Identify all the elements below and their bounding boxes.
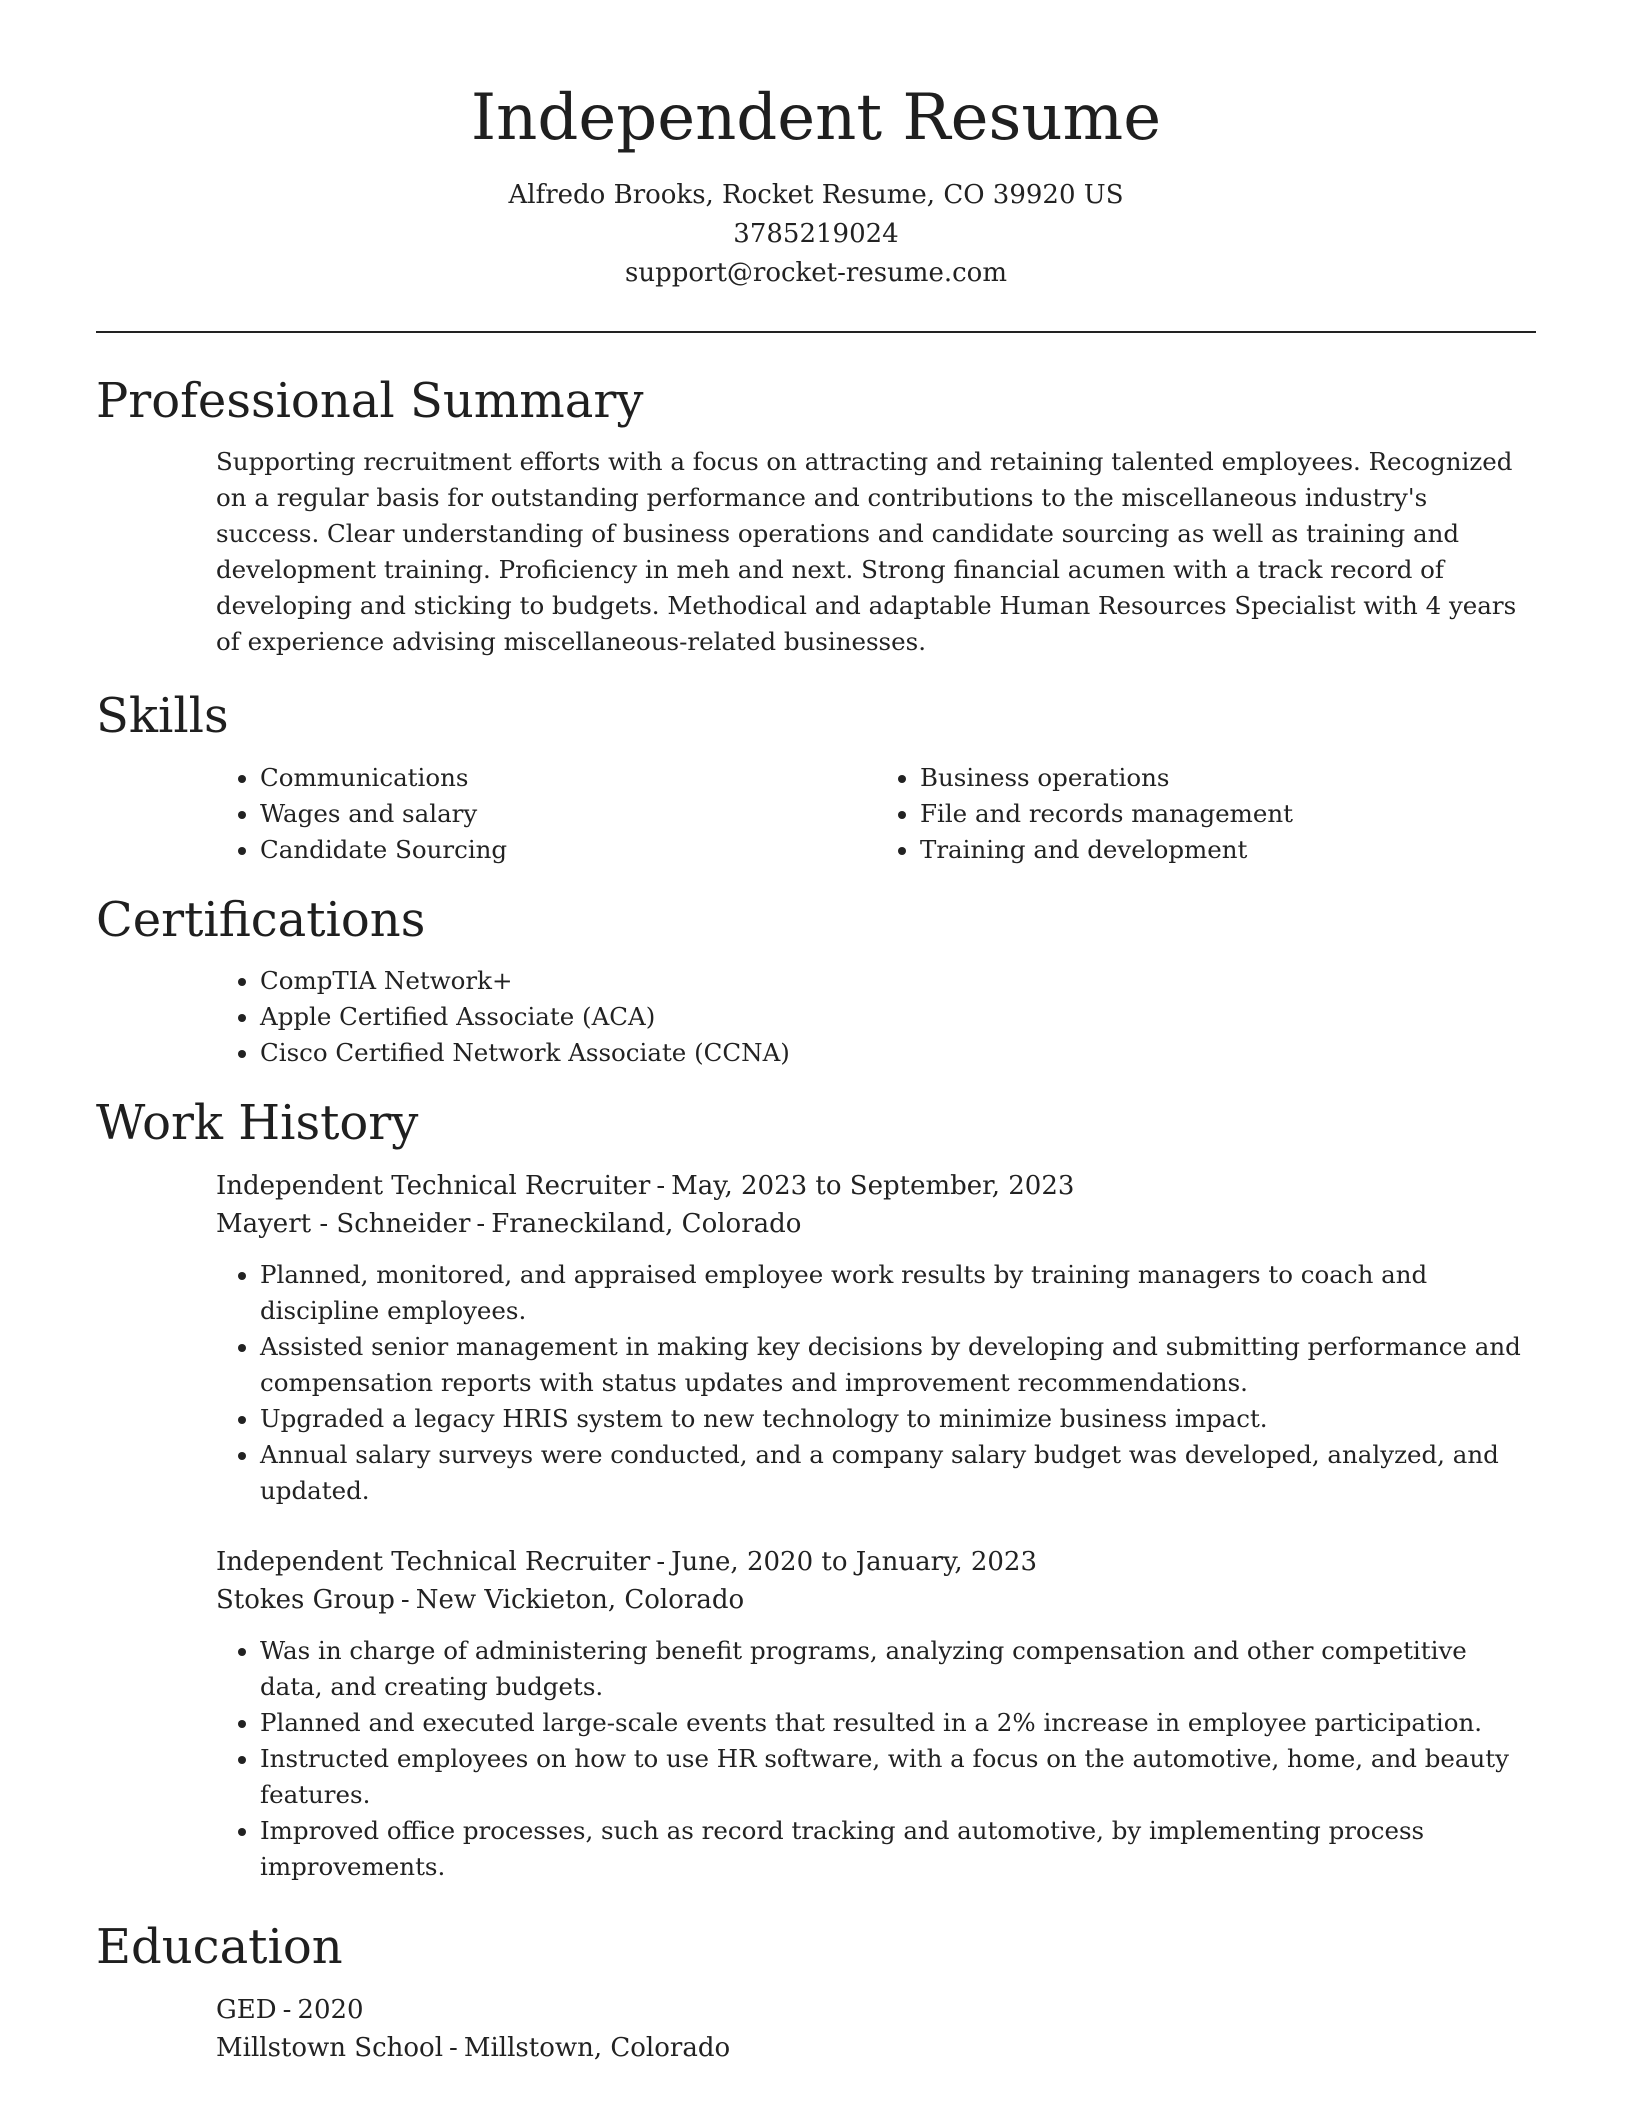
dash-separator: -: [400, 1584, 410, 1615]
skill-item: • Wages and salary: [260, 796, 876, 832]
job-title-line: [216, 1167, 1536, 1205]
certification-item: • Apple Certified Associate (ACA): [260, 999, 1536, 1035]
dash-separator: -: [656, 1546, 666, 1577]
work-history-heading: Work History: [96, 1095, 419, 1152]
job-bullet: • Instructed employees on how to use HR software, with a focus on the automotive, home, and beauty features.: [260, 1741, 1536, 1813]
summary-text: Supporting recruitment efforts with a focus on attracting and retaining talented employees. Recognized on a regular basis for outstanding performance and contributions to the miscellaneous industry's success. Clear understanding of business operations and candidate sourcing as well as training and development training. Proficiency in meh and next. Strong financial acumen with a track record of developing and sticking to budgets. Methodical and adaptable Human Resources Specialist with 4 years of experience advising miscellaneous-related businesses.: [216, 447, 1517, 657]
job-title: Independent Technical Recruiter: [216, 1546, 651, 1577]
dash-separator: -: [449, 2032, 458, 2063]
dash-separator: -: [282, 1994, 292, 2025]
certifications-section: [96, 963, 1536, 1071]
job-dates: May, 2023 to September, 2023: [671, 1170, 1075, 1201]
job-dates: June, 2020 to January, 2023: [671, 1546, 1038, 1577]
certification-item: • Cisco Certified Network Associate (CCNA): [260, 1035, 1536, 1071]
certifications-list: [216, 963, 1536, 1071]
dash-separator: -: [476, 1208, 486, 1239]
skills-list-right: [876, 760, 1536, 868]
job-bullet: • Improved office processes, such as record tracking and automotive, by implementing process improvements.: [260, 1813, 1536, 1885]
job-bullet: • Planned and executed large-scale events that resulted in a 2% increase in employee participation.: [260, 1705, 1536, 1741]
job-bullets: [216, 1633, 1536, 1885]
dash-separator: -: [656, 1170, 666, 1201]
job-bullet: • Annual salary surveys were conducted, and a company salary budget was developed, analyzed, and updated.: [260, 1437, 1536, 1509]
contact-phone: 3785219024: [733, 218, 899, 249]
resume-header: [96, 82, 1536, 293]
header-divider: [96, 331, 1536, 333]
education-degree: GED: [216, 1994, 277, 2025]
job-bullets: [216, 1257, 1536, 1509]
contact-email: support@rocket-resume.com: [624, 257, 1007, 288]
skill-item: • Candidate Sourcing: [260, 832, 876, 868]
education-school: Millstown School: [216, 2032, 444, 2063]
skill-item: • Communications: [260, 760, 876, 796]
skills-section: [96, 760, 1536, 868]
education-location: Millstown, Colorado: [463, 2032, 731, 2063]
job-entry: [216, 1543, 1536, 1885]
certification-item: • CompTIA Network+: [260, 963, 1536, 999]
skill-item: • Business operations: [920, 760, 1536, 796]
job-company-line: [216, 1205, 1536, 1243]
job-company: Stokes Group: [216, 1584, 395, 1615]
job-location: New Vickieton, Colorado: [415, 1584, 745, 1615]
job-bullet: • Upgraded a legacy HRIS system to new technology to minimize business impact.: [260, 1401, 1536, 1437]
skill-item: • Training and development: [920, 832, 1536, 868]
work-history-section: [96, 1167, 1536, 1885]
job-title: Independent Technical Recruiter: [216, 1170, 651, 1201]
education-school-line: [216, 2029, 1536, 2067]
skills-grid: [216, 760, 1536, 868]
job-location: Franeckiland, Colorado: [491, 1208, 802, 1239]
education-year: 2020: [297, 1994, 364, 2025]
job-bullet: • Assisted senior management in making key decisions by developing and submitting performance and compensation reports with status updates and improvement recommendations.: [260, 1329, 1536, 1401]
job-bullet: • Was in charge of administering benefit programs, analyzing compensation and other competitive data, and creating budgets.: [260, 1633, 1536, 1705]
education-section: [96, 1991, 1536, 2067]
skills-list-left: [216, 760, 876, 868]
summary-heading: Professional Summary: [96, 372, 644, 429]
job-company: Mayert - Schneider: [216, 1208, 471, 1239]
resume-title: Independent Resume: [470, 81, 1162, 155]
job-entry: [216, 1167, 1536, 1509]
job-title-line: [216, 1543, 1536, 1581]
skills-heading: Skills: [96, 688, 229, 745]
summary-section: [96, 444, 1536, 660]
education-heading: Education: [96, 1918, 343, 1975]
certifications-heading: Certifications: [96, 891, 426, 948]
education-degree-line: [216, 1991, 1536, 2029]
contact-address: Alfredo Brooks, Rocket Resume, CO 39920 US: [508, 179, 1124, 210]
skill-item: • File and records management: [920, 796, 1536, 832]
job-company-line: [216, 1581, 1536, 1619]
job-bullet: • Planned, monitored, and appraised employee work results by training managers to coach and discipline employees.: [260, 1257, 1536, 1329]
